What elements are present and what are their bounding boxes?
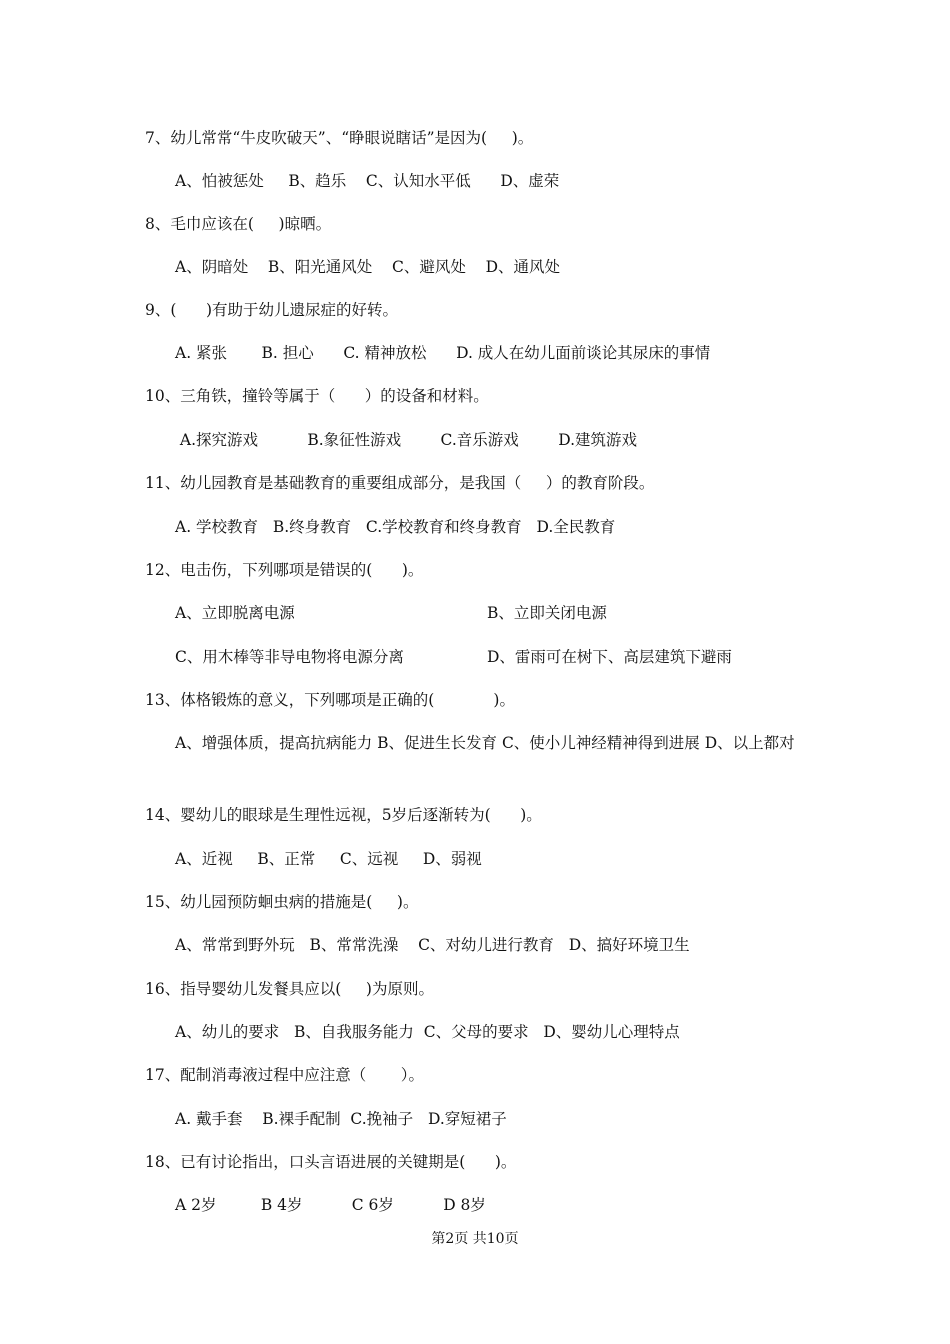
question-15-stem: 15、幼儿园预防蛔虫病的措施是( )。 <box>145 893 419 911</box>
question-13-stem: 13、体格锻炼的意义，下列哪项是正确的( )。 <box>145 691 515 709</box>
question-15-options: A、常常到野外玩 B、常常洗澡 C、对幼儿进行教育 D、搞好环境卫生 <box>175 936 690 954</box>
question-10-options: A.探究游戏 B.象征性游戏 C.音乐游戏 D.建筑游戏 <box>175 431 638 449</box>
question-17-stem: 17、配制消毒液过程中应注意（ ）。 <box>145 1066 424 1084</box>
question-14-options: A、近视 B、正常 C、远视 D、弱视 <box>175 850 482 868</box>
question-11-options: A. 学校教育 B.终身教育 C.学校教育和终身教育 D.全民教育 <box>175 518 616 536</box>
question-7-options: A、怕被惩处 B、趋乐 C、认知水平低 D、虚荣 <box>175 172 560 190</box>
question-8-options: A、阴暗处 B、阳光通风处 C、避风处 D、通风处 <box>175 258 560 276</box>
question-12-option-d: D、雷雨可在树下、高层建筑下避雨 <box>487 648 732 666</box>
question-14-stem: 14、婴幼儿的眼球是生理性远视，5岁后逐渐转为( )。 <box>145 806 542 824</box>
question-11-stem: 11、幼儿园教育是基础教育的重要组成部分，是我国（ ）的教育阶段。 <box>145 474 655 492</box>
question-7-stem: 7、幼儿常常“牛皮吹破天”、“睁眼说瞎话”是因为( )。 <box>145 129 534 147</box>
question-16-options: A、幼儿的要求 B、自我服务能力 C、父母的要求 D、婴幼儿心理特点 <box>175 1023 680 1041</box>
question-18-options: A 2岁 B 4岁 C 6岁 D 8岁 <box>175 1196 486 1214</box>
question-12-option-b: B、立即关闭电源 <box>487 604 607 622</box>
question-17-options: A. 戴手套 B.裸手配制 C.挽袖子 D.穿短裙子 <box>175 1110 507 1128</box>
page-footer: 第2页 共10页 <box>431 1231 519 1247</box>
question-16-stem: 16、指导婴幼儿发餐具应以( )为原则。 <box>145 980 434 998</box>
question-10-stem: 10、三角铁，撞铃等属于（ ）的设备和材料。 <box>145 387 489 405</box>
question-8-stem: 8、毛巾应该在( )晾晒。 <box>145 215 332 233</box>
question-13-options: A、增强体质，提高抗病能力 B、促进生长发育 C、使小儿神经精神得到进展 D、以上都对 <box>175 734 795 752</box>
question-12-stem: 12、电击伤，下列哪项是错误的( )。 <box>145 561 424 579</box>
question-12-option-c: C、用木棒等非导电物将电源分离 <box>175 648 404 666</box>
question-9-options: A. 紧张 B. 担心 C. 精神放松 D. 成人在幼儿面前谈论其尿床的事情 <box>175 344 711 362</box>
question-12-option-a: A、立即脱离电源 <box>175 604 295 622</box>
question-18-stem: 18、已有讨论指出，口头言语进展的关键期是( )。 <box>145 1153 517 1171</box>
question-9-stem: 9、( )有助于幼儿遗尿症的好转。 <box>145 301 399 319</box>
